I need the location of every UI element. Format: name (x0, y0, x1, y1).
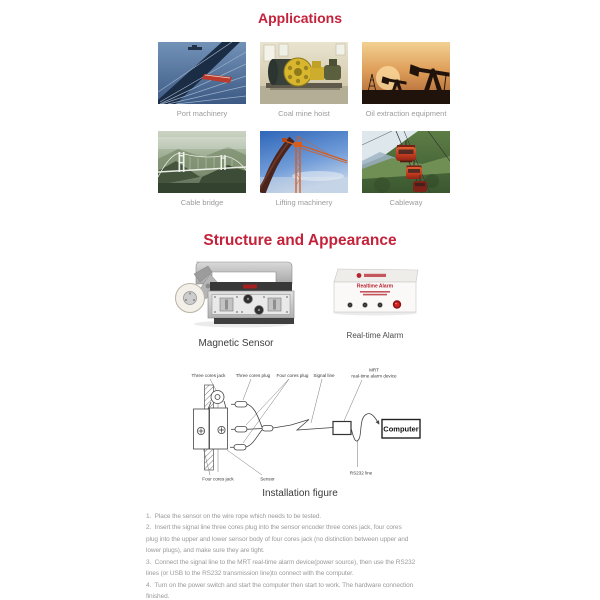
oil-extraction-photo (362, 42, 450, 104)
gondola-window (415, 183, 425, 186)
instruction-line: lower plugs), and make sure they are tight. (146, 547, 265, 555)
application-caption: Oil extraction equipment (365, 109, 447, 118)
crane-cab (294, 142, 302, 147)
label-sensor: Sensor (260, 476, 275, 482)
structure-section-title: Structure and Appearance (203, 232, 397, 249)
cable-bridge-illustration (158, 131, 246, 193)
label-four-cores-plug: Four cores plug (276, 373, 309, 378)
pivot (206, 284, 211, 289)
ship-silhouette (188, 47, 202, 50)
application-caption: Cableway (389, 198, 423, 207)
brand-logo (357, 273, 362, 278)
computer-label: Computer (383, 424, 419, 434)
application-caption: Coal mine hoist (278, 109, 330, 118)
counterweight (282, 138, 287, 142)
cable-mid (247, 429, 262, 430)
installation-diagram (145, 362, 455, 487)
screw-left (197, 427, 204, 434)
alarm-front-label: Realtime Alarm (356, 283, 394, 290)
fine-print-bar (360, 291, 390, 293)
four-cores-plug-pill-upper (231, 427, 247, 433)
cable-bottom (246, 430, 262, 447)
motor (324, 65, 341, 80)
applications-section-title: Applications (257, 10, 342, 26)
application-cableway (362, 131, 450, 207)
brand-text-bar (364, 274, 386, 277)
application-caption: Port machinery (176, 109, 228, 118)
instruction-line: finished. (146, 593, 170, 600)
leader-four-cores-plug (246, 379, 289, 425)
coal-mine-hoist-illustration (260, 42, 348, 104)
magnetic-sensor-caption: Magnetic Sensor (198, 338, 274, 349)
instruction-line: plug into the upper and lower sensor body of four cores jack (no distinction between upper and (146, 535, 409, 543)
leader-four-cores-plug-2 (243, 379, 289, 443)
mrt-alarm-device-box (333, 422, 351, 435)
window (279, 44, 288, 56)
lifting-machinery-illustration (260, 131, 348, 193)
four-cores-plug-pill-lower (230, 445, 246, 451)
gondola-window (399, 150, 414, 155)
port-machinery-photo (158, 42, 246, 104)
application-coal-mine-hoist (260, 42, 348, 118)
coal-mine-hoist-photo (260, 42, 348, 104)
port-machinery-illustration (158, 42, 246, 104)
label-four-cores-jack: Four cores jack (202, 476, 234, 482)
label-rs232-line: RS232 line (349, 470, 373, 476)
oil-extraction-illustration (362, 42, 450, 104)
three-cores-plug-pill (231, 402, 247, 408)
label-mrt: MRT (369, 367, 379, 373)
label-three-cores-jack: Three cores jack (191, 373, 226, 378)
ground (362, 90, 450, 104)
leader-sensor (227, 450, 262, 475)
lifting-machinery-photo (260, 131, 348, 193)
leader-signal-line (311, 379, 322, 423)
base-plate (214, 318, 294, 324)
cable-bridge-photo (158, 131, 246, 193)
label-signal-line: Signal line (313, 373, 335, 378)
realtime-alarm-caption: Real-time Alarm (346, 331, 404, 340)
cableway-illustration (362, 131, 450, 193)
instruction-line: 1. Place the sensor on the wire rope which needs to be tested. (146, 513, 322, 520)
installation-instructions (146, 511, 466, 600)
application-lifting-machinery (260, 131, 348, 207)
window (336, 44, 345, 55)
signal-line (273, 420, 333, 431)
instruction-line: lines (or USB to the RS232 transmission line)to connect with the computer. (146, 570, 354, 578)
red-label (243, 285, 257, 289)
mist (158, 137, 246, 149)
application-oil-extraction (362, 42, 450, 118)
realtime-alarm-photo (329, 264, 421, 316)
gear-block (310, 67, 324, 80)
screw-right (218, 426, 225, 433)
application-caption: Lifting machinery (275, 198, 333, 207)
window (264, 45, 275, 61)
instruction-line: 2. Insert the signal line three cores plug into the sensor encoder three cores jack, four cores (146, 524, 402, 532)
instruction-line: 4. Turn on the power switch and start the computer then start to work. The hardware connection (146, 581, 414, 589)
magnetic-sensor-photo (174, 258, 298, 330)
application-caption: Cable bridge (180, 198, 224, 207)
cable-top (247, 404, 262, 427)
application-cable-bridge (158, 131, 246, 207)
gondola-window (408, 169, 420, 173)
encoder-roller (211, 391, 224, 404)
cableway-photo (362, 131, 450, 193)
leader-mrt-device (344, 380, 362, 421)
label-three-cores-plug: Three cores plug (235, 373, 271, 378)
installation-figure-caption: Installation figure (262, 488, 338, 499)
fine-print-bar (363, 294, 387, 296)
applications-grid (158, 42, 450, 207)
junction-plug (262, 426, 273, 432)
rs232-cable (351, 414, 379, 441)
instruction-line: 3. Connect the signal line to the MRT real-time alarm device(power source), then use the RS232 (146, 558, 416, 566)
leader-three-cores-plug (243, 379, 251, 400)
application-port-machinery (158, 42, 246, 118)
label-mrt-device: real-time alarm device (351, 373, 397, 379)
